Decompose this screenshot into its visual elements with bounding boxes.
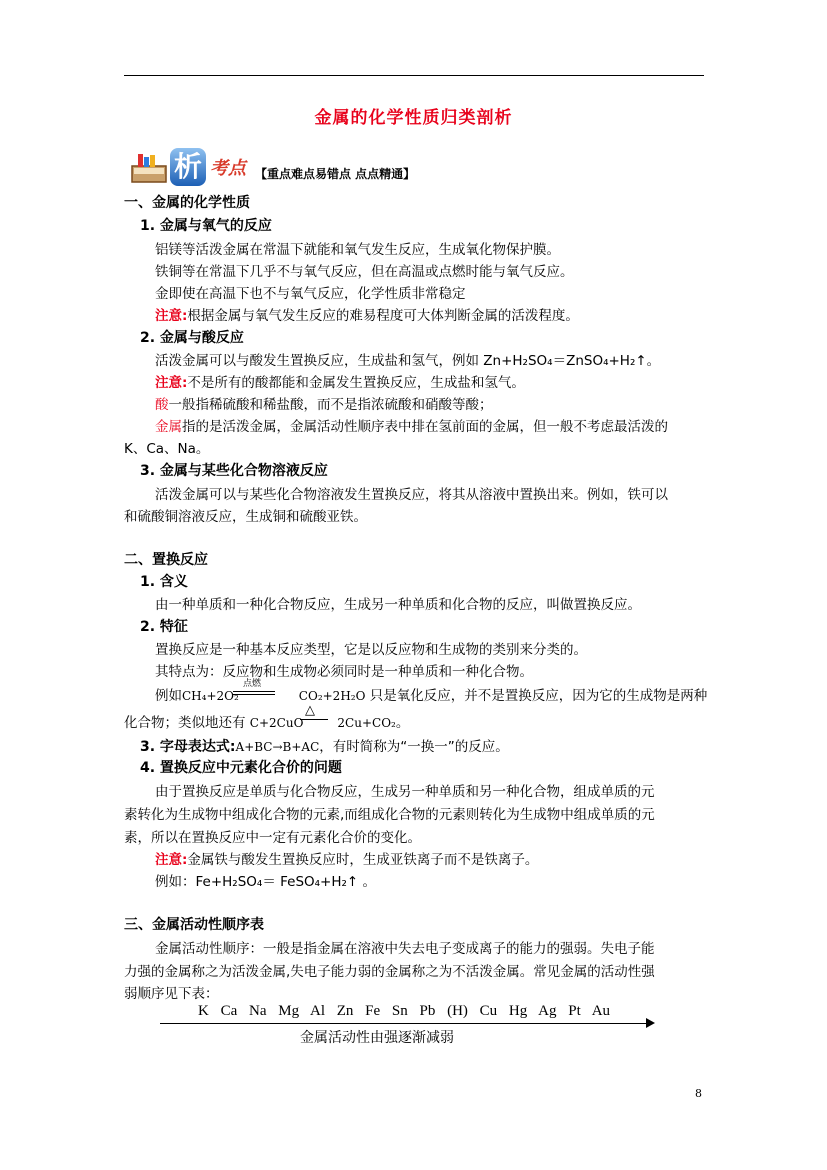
s3-p3: 弱顺序见下表：	[124, 986, 219, 1002]
s2-2-p1: 置换反应是一种基本反应类型，它是以反应物和生成物的类别来分类的。	[155, 642, 587, 658]
ex-prefix: 例如	[155, 688, 182, 704]
ex2-prefix: 化合物；类似地还有	[124, 715, 250, 731]
ex2-suffix: 。	[395, 715, 410, 731]
s2-3-formula: A+BC→B+AC	[235, 740, 320, 754]
s2-4-p3: 素，所以在置换反应中一定有元素化合价的变化。	[124, 830, 421, 846]
ex-equals-bar	[233, 691, 275, 692]
ex-condition: 点燃	[243, 679, 262, 689]
note-text: 根据金属与氧气发生反应的难易程度可大体判断金属的活泼程度。	[187, 308, 579, 324]
note-label: 注意:	[155, 375, 188, 391]
page-number: 8	[695, 1087, 702, 1100]
activity-series: K Ca Na Mg Al Zn Fe Sn Pb (H) Cu Hg Ag Pt Au	[198, 1003, 611, 1019]
s2-1-p1: 由一种单质和一种化合物反应，生成另一种单质和化合物的反应，叫做置换反应。	[155, 597, 641, 613]
metal-text: 指的是活泼金属，金属活动性顺序表中排在氢前面的金属，但一般不考虑最活泼的	[182, 419, 668, 435]
s1-2-note	[155, 371, 525, 391]
kaodian-label: 考点	[210, 158, 246, 179]
metal-keyword: 金属	[155, 419, 182, 435]
s1-1-p3: 金即使在高温下也不与氧气反应，化学性质非常稳定	[155, 286, 466, 302]
header-rule	[124, 75, 704, 76]
s3-p1: 金属活动性顺序：一般是指金属在溶液中失去电子变成离子的能力的强弱。失电子能	[155, 941, 655, 957]
s2-1-heading: 1. 含义	[140, 574, 188, 590]
s1-2-heading: 2. 金属与酸反应	[140, 330, 244, 346]
activity-arrow-line	[160, 1023, 650, 1024]
s2-3-heading: 3. 字母表达式:	[140, 739, 236, 755]
s1-2-metal-line2: K、Ca、Na。	[124, 441, 210, 457]
s2-4-note	[155, 848, 538, 868]
s1-2-acid-line	[155, 393, 493, 413]
s1-2-p1: 活泼金属可以与酸发生置换反应，生成盐和氢气，例如 Zn+H₂SO₄＝ZnSO₄+H₂↑。	[155, 353, 661, 369]
s1-3-heading: 3. 金属与某些化合物溶液反应	[140, 463, 328, 479]
ex-equals-bar2	[233, 694, 275, 695]
s1-3-p2: 和硫酸铜溶液反应，生成铜和硫酸亚铁。	[124, 509, 367, 525]
s2-3-line	[140, 735, 509, 756]
s1-1-p1: 铝镁等活泼金属在常温下就能和氧气发生反应，生成氧化物保护膜。	[155, 242, 560, 258]
s3-p2: 力强的金属称之为活泼金属,失电子能力弱的金属称之为不活泼金属。常见金属的活动性强	[124, 964, 655, 980]
ex2-condition: △	[305, 703, 315, 718]
s2-4-heading: 4. 置换反应中元素化合价的问题	[140, 760, 342, 776]
s2-2-heading: 2. 特征	[140, 619, 188, 635]
note-text: 不是所有的酸都能和金属发生置换反应，生成盐和氢气。	[187, 375, 525, 391]
ex-eq-left: CH₄+2O₂	[182, 689, 239, 703]
note-text: 金属铁与酸发生置换反应时，生成亚铁离子而不是铁离子。	[187, 852, 539, 868]
acid-keyword: 酸	[155, 397, 169, 413]
xi-badge: 析	[170, 148, 206, 186]
s2-4-p2: 素转化为生成物中组成化合物的元素,而组成化合物的元素则转化为生成物中组成单质的元	[124, 807, 655, 823]
acid-text: 一般指稀硫酸和稀盐酸，而不是指浓硫酸和硝酸等酸；	[168, 397, 493, 413]
s1-1-p2: 铁铜等在常温下几乎不与氧气反应，但在高温或点燃时能与氧气反应。	[155, 264, 574, 280]
s1-1-note	[155, 304, 579, 324]
banner-subtitle: 【重点难点易错点 点点精通】	[255, 167, 416, 181]
note-label: 注意:	[155, 308, 188, 324]
page-title: 金属的化学性质归类剖析	[314, 108, 513, 128]
ex2-eq-right: 2Cu+CO₂	[337, 716, 396, 730]
kaodian-banner	[130, 148, 550, 188]
section2-heading: 二、置换反应	[124, 552, 208, 568]
s2-2-p2: 其特点为：反应物和生成物必须同时是一种单质和一种化合物。	[155, 664, 533, 680]
s1-2-metal-line	[155, 415, 668, 435]
s1-1-heading: 1. 金属与氧气的反应	[140, 218, 272, 234]
s2-4-p1: 由于置换反应是单质与化合物反应，生成另一种单质和另一种化合物，组成单质的元	[155, 784, 655, 800]
ex-eq-right: CO₂+2H₂O	[298, 689, 366, 703]
s2-4-example: 例如：Fe+H₂SO₄＝ FeSO₄+H₂↑ 。	[155, 874, 377, 890]
book-icon	[130, 152, 170, 186]
s1-3-p1: 活泼金属可以与某些化合物溶液发生置换反应，将其从溶液中置换出来。例如，铁可以	[155, 487, 668, 503]
note-label: 注意:	[155, 852, 188, 868]
ex2-eq-left: C+2CuO	[249, 716, 304, 730]
section1-heading: 一、金属的化学性质	[124, 195, 250, 211]
section3-heading: 三、金属活动性顺序表	[124, 917, 264, 933]
ex-suffix: 只是氧化反应，并不是置换反应，因为它的生成物是两种	[365, 688, 708, 704]
ex2-equals-bar	[300, 719, 328, 720]
s2-3-text: ，有时简称为“一换一”的反应。	[319, 739, 509, 755]
arrow-right-icon	[646, 1018, 655, 1028]
activity-caption: 金属活动性由强逐渐减弱	[300, 1030, 454, 1046]
s2-2-example2	[124, 711, 409, 731]
